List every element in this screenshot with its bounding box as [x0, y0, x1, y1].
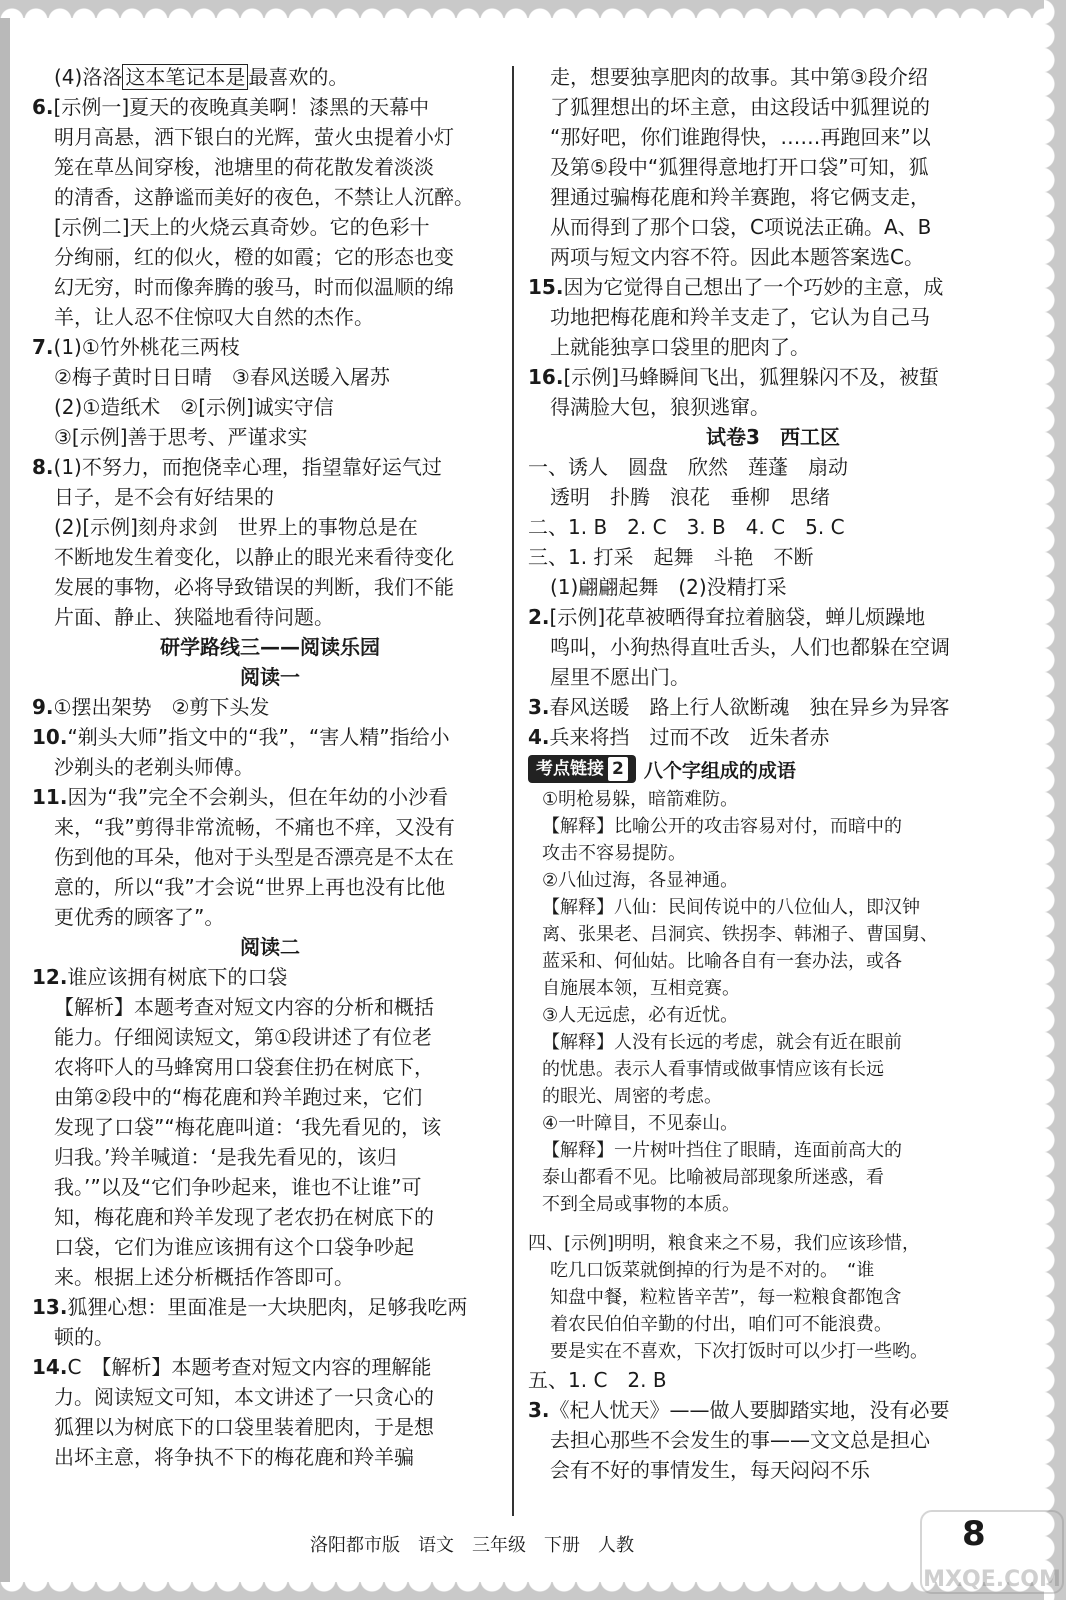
text-line [528, 1230, 1018, 1257]
text-line [32, 1412, 508, 1442]
answer-text: 我。’”以及“它们争吵起来，谁也不让谁”可 [54, 1175, 422, 1199]
text-line [32, 92, 508, 122]
answer-text: (1)①竹外桃花三两枝 [53, 335, 240, 359]
answer-text: 知，梅花鹿和羚羊发现了老农扔在树底下的 [54, 1205, 434, 1229]
text-line [528, 1455, 1018, 1485]
torn-edge-right [1044, 0, 1066, 1600]
text-line [32, 842, 508, 872]
answer-text: 发展的事物，必将导致错误的判断，我们不能 [54, 575, 454, 599]
text-line [528, 182, 1018, 212]
text-line [32, 242, 508, 272]
answer-text: 片面、静止、狭隘地看待问题。 [54, 605, 334, 629]
idiom-line: ①明枪易躲，暗箭难防。 [542, 789, 739, 810]
answer-text: 狸通过骗梅花鹿和羚羊赛跑，将它俩支走， [550, 185, 930, 209]
key-point-link [528, 752, 1018, 786]
answer-text: 农将吓人的马蜂窝用口袋套住扔在树底下， [54, 1055, 434, 1079]
answer-text: 功地把梅花鹿和羚羊支走了，它认为自己马 [550, 305, 930, 329]
answer-text: 阅读一 [240, 665, 300, 689]
answer-text: 由第②段中的“梅花鹿和羚羊跑过来，它们 [54, 1085, 423, 1109]
idiom-line: 自施展本领，互相竞赛。 [542, 978, 740, 999]
answer-text: 上就能独享口袋里的肥肉了。 [550, 335, 810, 359]
text-line [528, 332, 1018, 362]
text-line [32, 512, 508, 542]
idiom-line: 【解释】人没有长远的考虑，就会有近在眼前 [542, 1032, 902, 1053]
text-line [528, 1257, 1018, 1284]
text-line [32, 1172, 508, 1202]
text-line [32, 152, 508, 182]
text-line [32, 962, 508, 992]
answer-text: ①摆出架势 ②剪下头发 [53, 695, 270, 719]
idiom-line: 蓝采和、何仙姑。比喻各自有一套办法，或各 [542, 951, 902, 972]
key-point-badge: 考点链接 2 [528, 755, 636, 783]
answer-text: 因为它觉得自己想出了一个巧妙的主意，成 [563, 275, 944, 299]
question-number: 3. [528, 1398, 550, 1422]
answer-text: 从而得到了那个口袋，C项说法正确。A、B [550, 215, 932, 239]
text-line [32, 632, 508, 662]
text-line [32, 752, 508, 782]
text-line [528, 1284, 1018, 1311]
right-tail-answers [528, 1230, 1018, 1485]
answer-text: 着农民伯伯辛勤的付出，咱们可不能浪费。 [550, 1314, 892, 1335]
text-line [528, 1311, 1018, 1338]
phrase: (4)洛洛 [54, 65, 123, 89]
answer-text: [示例]马蜂瞬间飞出，狐狸躲闪不及，被蜇 [563, 365, 940, 389]
question-number: 15. [528, 275, 564, 299]
answer-text: 得满脸大包，狼狈逃窜。 [550, 395, 770, 419]
text-line [32, 1232, 508, 1262]
idiom-line: 离、张果老、吕洞宾、铁拐李、韩湘子、曹国舅、 [542, 924, 938, 945]
text-line [32, 1142, 508, 1172]
text-line [32, 692, 508, 722]
text-line [32, 1292, 508, 1322]
answer-text: 了狐狸想出的坏主意，由这段话中狐狸说的 [550, 95, 930, 119]
question-number: 6. [32, 95, 54, 119]
answer-text: 要是实在不喜欢，下次打饭时可以少打一些哟。 [550, 1341, 928, 1362]
text-line [32, 602, 508, 632]
text-line [528, 722, 1018, 752]
idiom-line: ④一叶障目，不见泰山。 [542, 1113, 739, 1134]
text-line [528, 62, 1018, 92]
torn-edge-bottom [0, 1582, 1066, 1600]
answer-text: 及第⑤段中“狐狸得意地打开口袋”可知，狐 [550, 155, 929, 179]
answer-text: 的清香，这静谧而美好的夜色，不禁让人沉醉。 [54, 185, 474, 209]
text-line [32, 722, 508, 752]
answer-text: 鸣叫，小狗热得直吐舌头，人们也都躲在空调 [550, 635, 950, 659]
answer-text: 去担心那些不会发生的事——文文总是担心 [550, 1428, 930, 1452]
answer-text: 归我。’羚羊喊道：‘是我先看见的，该归 [54, 1145, 397, 1169]
answer-text: 日子，是不会有好结果的 [54, 485, 274, 509]
answer-text: 走，想要独享肥肉的故事。其中第③段介绍 [550, 65, 928, 89]
answer-text: 明月高悬，洒下银白的光辉，萤火虫提着小灯 [54, 125, 454, 149]
answer-text: 知盘中餐，粒粒皆辛苦”，每一粒粮食都饱含 [550, 1287, 902, 1308]
idiom-line: 【解释】一片树叶挡住了眼睛，连面前高大的 [542, 1140, 902, 1161]
answer-text: 一、诱人 圆盘 欣然 莲蓬 扇动 [528, 455, 848, 479]
text-line [32, 662, 508, 692]
answer-text: (1)翩翩起舞 (2)没精打采 [550, 575, 787, 599]
text-line [32, 272, 508, 302]
question-number: 3. [528, 695, 550, 719]
answer-text: 意的，所以“我”才会说“世界上再也没有比他 [54, 875, 446, 899]
answer-text: 口袋，它们为谁应该拥有这个口袋争吵起 [54, 1235, 414, 1259]
question-number: 14. [32, 1355, 68, 1379]
footer [310, 1528, 750, 1560]
text-line [528, 1395, 1018, 1425]
text-line [32, 482, 508, 512]
answer-text: 顿的。 [54, 1325, 114, 1349]
answer-text: 幻无穷，时而像奔腾的骏马，时而似温顺的绵 [54, 275, 454, 299]
question-number: 8. [32, 455, 54, 479]
answer-text: 阅读二 [240, 935, 300, 959]
phrase: 最喜欢的。 [248, 65, 349, 89]
text-line [32, 782, 508, 812]
text-line [32, 1112, 508, 1142]
answer-text: 五、1. C 2. B [528, 1368, 667, 1392]
text-line [32, 1322, 508, 1352]
answer-text: 能力。仔细阅读短文，第①段讲述了有位老 [54, 1025, 432, 1049]
answer-text: 出坏主意，将争执不下的梅花鹿和羚羊骗 [54, 1445, 414, 1469]
question-number: 10. [32, 725, 68, 749]
answer-text: 透明 扑腾 浪花 垂柳 思绪 [550, 485, 830, 509]
torn-edge-top [0, 0, 1066, 18]
text-line [528, 602, 1018, 632]
text-line [528, 152, 1018, 182]
text-line [528, 1338, 1018, 1365]
text-line [528, 542, 1018, 572]
answer-text: 两项与短文内容不符。因此本题答案选C。 [550, 245, 924, 269]
text-line [528, 272, 1018, 302]
right-answers [528, 62, 1018, 752]
answer-text: ③[示例]善于思考、严谨求实 [54, 425, 308, 449]
text-line [32, 362, 508, 392]
answer-text: 谁应该拥有树底下的口袋 [67, 965, 288, 989]
idiom-line: 泰山都看不见。比喻被局部现象所迷惑，看 [542, 1167, 884, 1188]
answer-text: 狐狸以为树底下的口袋里装着肥肉，于是想 [54, 1415, 434, 1439]
answer-text: 伤到他的耳朵，他对于头型是否漂亮是不太在 [54, 845, 454, 869]
watermark-logo: MXQE.COM [920, 1510, 1064, 1594]
text-line [32, 1442, 508, 1472]
left-column [32, 62, 508, 1472]
answer-text: “剃头大师”指文中的“我”，“害人精”指给小 [67, 725, 450, 749]
text-line [528, 212, 1018, 242]
text-line [528, 122, 1018, 152]
text-line [32, 62, 508, 92]
answer-text: [示例]花草被晒得耷拉着脑袋，蝉儿烦躁地 [549, 605, 926, 629]
idiom-line: ③人无远虑，必有近忧。 [542, 1005, 739, 1026]
answer-text: 因为“我”完全不会剃头，但在年幼的小沙看 [67, 785, 449, 809]
answer-text: 兵来将挡 过而不改 近朱者赤 [549, 725, 830, 749]
text-line [528, 512, 1018, 542]
text-line [32, 122, 508, 152]
answer-text: 更优秀的顾客了”。 [54, 905, 225, 929]
text-line [32, 1082, 508, 1112]
text-line [32, 182, 508, 212]
footer-edition: 洛阳都市版 [310, 1535, 400, 1556]
text-line [32, 1052, 508, 1082]
right-column [528, 62, 1018, 1485]
text-line [32, 992, 508, 1022]
footer-subject: 语文 [418, 1535, 454, 1556]
answer-text: 吃几口饭菜就倒掉的行为是不对的。 “谁 [550, 1260, 875, 1281]
answer-text: 《杞人忧天》——做人要脚踏实地，没有必要 [549, 1398, 950, 1422]
idiom-line: ②八仙过海，各显神通。 [542, 870, 739, 891]
answer-text: 二、1. B 2. C 3. B 4. C 5. C [528, 515, 845, 539]
text-line [528, 572, 1018, 602]
text-line [528, 692, 1018, 722]
answer-text: 发现了口袋”“梅花鹿叫道：‘我先看见的，该 [54, 1115, 442, 1139]
text-line [528, 302, 1018, 332]
question-number: 2. [528, 605, 550, 629]
answer-text: 四、[示例]明明，粮食来之不易，我们应该珍惜， [528, 1233, 921, 1254]
question-number: 4. [528, 725, 550, 749]
answer-text: (2)①造纸术 ②[示例]诚实守信 [54, 395, 334, 419]
answer-text [54, 64, 348, 90]
page-number: 8 [962, 1514, 986, 1554]
footer-publisher: 人教 [598, 1535, 634, 1556]
answer-text: 屋里不愿出门。 [550, 665, 690, 689]
idiom-line: 的忧患。表示人看事情或做事情应该有长远 [542, 1059, 884, 1080]
text-line [32, 452, 508, 482]
text-line [528, 422, 1018, 452]
question-number: 11. [32, 785, 68, 809]
text-line [528, 1365, 1018, 1395]
answer-text: 沙剃头的老剃头师傅。 [54, 755, 254, 779]
text-line [528, 482, 1018, 512]
text-line [32, 422, 508, 452]
text-line [32, 1022, 508, 1052]
answer-text: 试卷3 西工区 [706, 425, 840, 449]
text-line [528, 92, 1018, 122]
text-line [528, 632, 1018, 662]
answer-text: 笼在草丛间穿梭，池塘里的荷花散发着淡淡 [54, 155, 434, 179]
boxed-phrase: 这本笔记本是 [122, 64, 248, 90]
answer-text: 来。根据上述分析概括作答即可。 [54, 1265, 354, 1289]
text-line [32, 1352, 508, 1382]
footer-grade: 三年级 [472, 1535, 526, 1556]
footer-volume: 下册 [544, 1535, 580, 1556]
text-line [528, 452, 1018, 482]
answer-text: (2)[示例]刻舟求剑 世界上的事物总是在 [54, 515, 418, 539]
text-line [32, 902, 508, 932]
text-line [32, 392, 508, 422]
text-line [528, 662, 1018, 692]
answer-text: 三、1. 打采 起舞 斗艳 不断 [528, 545, 814, 569]
key-point-title: 八个字组成的成语 [643, 759, 796, 782]
text-line [528, 242, 1018, 272]
text-line [528, 362, 1018, 392]
idiom-line: 的眼光、周密的考虑。 [542, 1086, 722, 1107]
answer-text: 会有不好的事情发生，每天闷闷不乐 [550, 1458, 870, 1482]
answer-text: 不断地发生着变化，以静止的眼光来看待变化 [54, 545, 454, 569]
text-line [32, 332, 508, 362]
text-line [32, 572, 508, 602]
text-line [32, 872, 508, 902]
answer-text: 羊，让人忍不住惊叹大自然的杰作。 [54, 305, 374, 329]
answer-text: 力。阅读短文可知，本文讲述了一只贪心的 [54, 1385, 434, 1409]
question-number: 16. [528, 365, 564, 389]
text-line [528, 1425, 1018, 1455]
text-line [32, 542, 508, 572]
text-line [32, 1202, 508, 1232]
idiom-line: 攻击不容易提防。 [542, 843, 686, 864]
answer-text: [示例一]夏天的夜晚真美啊！漆黑的天幕中 [53, 95, 430, 119]
answer-text: 春风送暖 路上行人欲断魂 独在异乡为异客 [549, 695, 950, 719]
text-line [32, 812, 508, 842]
text-line [32, 1382, 508, 1412]
answer-text: (1)不努力，而抱侥幸心理，指望靠好运气过 [53, 455, 442, 479]
answer-text: 研学路线三——阅读乐园 [160, 635, 380, 659]
text-line [32, 932, 508, 962]
question-number: 9. [32, 695, 54, 719]
idiom-line: 不到全局或事物的本质。 [542, 1194, 740, 1215]
answer-text: C 【解析】本题考查对短文内容的理解能 [67, 1355, 432, 1379]
answer-text: 狐狸心想：里面准是一大块肥肉，足够我吃两 [67, 1295, 468, 1319]
answer-text: 【解析】本题考查对短文内容的分析和概括 [54, 995, 434, 1019]
idiom-line: 【解释】八仙：民间传说中的八位仙人，即汉钟 [542, 897, 920, 918]
answer-text: 来，“我”剪得非常流畅，不痛也不痒，又没有 [54, 815, 455, 839]
answer-text: [示例二]天上的火烧云真奇妙。它的色彩十 [54, 215, 430, 239]
answer-text: ②梅子黄时日日晴 ③春风送暖入屠苏 [54, 365, 390, 389]
idiom-line: 【解释】比喻公开的攻击容易对付，而暗中的 [542, 816, 902, 837]
question-number: 12. [32, 965, 68, 989]
text-line [528, 392, 1018, 422]
text-line [32, 1262, 508, 1292]
question-number: 7. [32, 335, 54, 359]
question-number: 13. [32, 1295, 68, 1319]
text-line [32, 212, 508, 242]
idiom-explanations [528, 786, 1018, 1218]
answer-text: “那好吧，你们谁跑得快，……再跑回来”以 [550, 125, 931, 149]
answer-text: 分绚丽，红的似火，橙的如霞；它的形态也变 [54, 245, 454, 269]
column-divider [512, 66, 514, 1516]
text-line [32, 302, 508, 332]
